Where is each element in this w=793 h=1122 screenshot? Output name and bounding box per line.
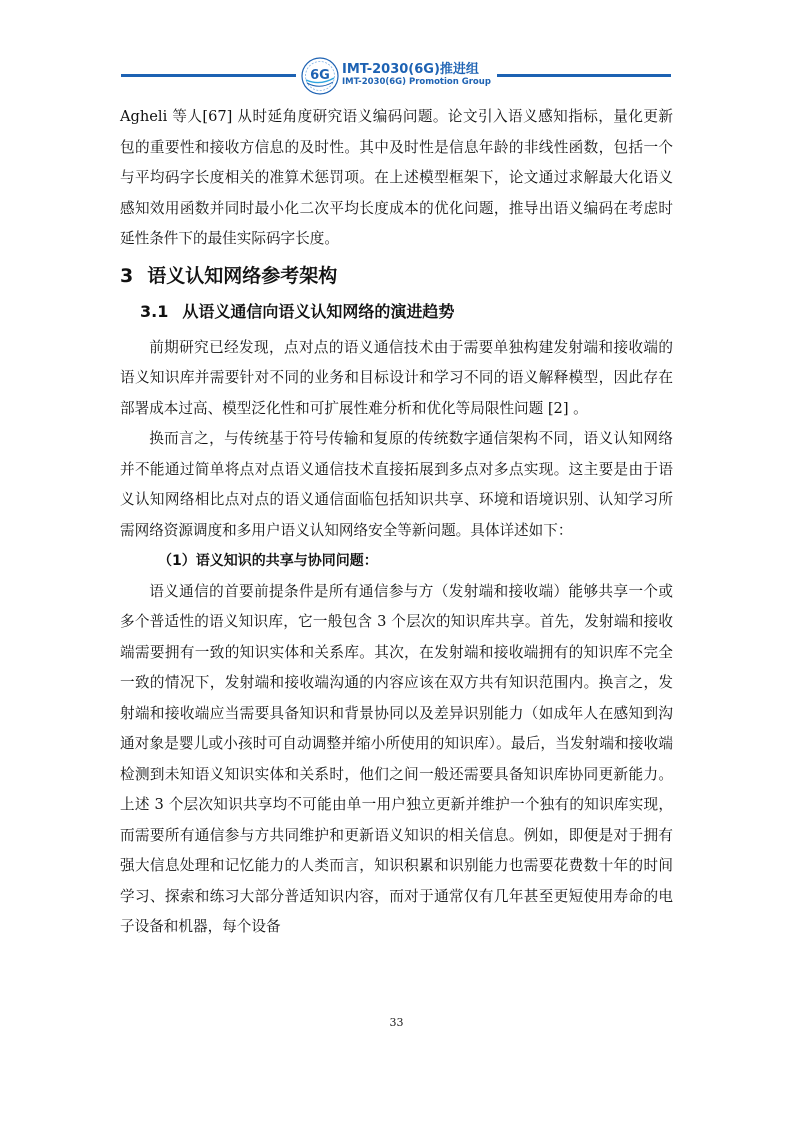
item-heading: （1）语义知识的共享与协同问题：	[158, 553, 378, 569]
subsection-heading	[140, 297, 673, 327]
imt2030-logo-icon	[300, 56, 340, 96]
header-rule-right	[497, 74, 671, 77]
subsection-title: 从语义通信向语义认知网络的演进趋势	[182, 301, 455, 321]
page-header	[0, 0, 793, 90]
paragraph-1: 前期研究已经发现，点对点的语义通信技术由于需要单独构建发射端和接收端的语义知识库并需要针对不同的业务和目标设计和学习不同的语义解释模型，因此存在部署成本过高、模型泛化性和可扩展性难分析和优化等局限性问题 [2] 。	[120, 338, 673, 417]
brand-block	[342, 62, 502, 88]
subsection-number: 3.1	[140, 301, 169, 321]
brand-main-title: IMT-2030(6G)推进组	[342, 62, 479, 77]
paragraph-3: 语义通信的首要前提条件是所有通信参与方（发射端和接收端）能够共享一个或多个普适性的语义知识库，它一般包含 3 个层次的知识库共享。首先，发射端和接收端需要拥有一致的知识实体和关系库。其次，在发射端和接收端拥有的知识库不完全一致的情况下，发射端和接收端沟通的内容应该在双方共有知识范围内。换言之，发射端和接收端应当需要具备知识和背景协同以及差异识别能力（如成年人在感知到沟通对象是婴儿或小孩时可自动调整并缩小所使用的知识库）。最后，当发射端和接收端检测到未知语义知识实体和关系时，他们之间一般还需要具备知识库协同更新能力。上述 3 个层次知识共享均不可能由单一用户独立更新并维护一个独有的知识库实现，而需要所有通信参与方共同维护和更新语义知识的相关信息。例如，即便是对于拥有强大信息处理和记忆能力的人类而言，知识积累和识别能力也需要花费数十年的时间学习、探索和练习大部分普适知识内容，而对于通常仅有几年甚至更短使用寿命的电子设备和机器，每个设备	[120, 582, 673, 935]
page-number: 33	[389, 1016, 404, 1029]
paragraph-intro: Agheli 等人[67] 从时延角度研究语义编码问题。论文引入语义感知指标，量化更新包的重要性和接收方信息的及时性。其中及时性是信息年龄的非线性函数，包括一个与平均码字长度相关的准算术惩罚项。在上述模型框架下，论文通过求解最大化语义感知效用函数并同时最小化二次平均长度成本的优化问题，推导出语义编码在考虑时延性条件下的最佳实际码字长度。	[120, 108, 673, 247]
brand-subtitle: IMT-2030(6G) Promotion Group	[342, 77, 491, 87]
page-content	[120, 102, 673, 943]
logo-text: 6G	[310, 68, 330, 83]
section-heading	[120, 259, 673, 293]
paragraph-2: 换而言之，与传统基于符号传输和复原的传统数字通信架构不同，语义认知网络并不能通过简单将点对点语义通信技术直接拓展到多点对多点实现。这主要是由于语义认知网络相比点对点的语义通信面临包括知识共享、环境和语境识别、认知学习所需网络资源调度和多用户语义认知网络安全等新问题。具体详述如下：	[120, 430, 673, 539]
header-rule-left	[121, 74, 296, 77]
section-title: 语义认知网络参考架构	[147, 264, 338, 287]
section-number: 3	[120, 264, 134, 287]
